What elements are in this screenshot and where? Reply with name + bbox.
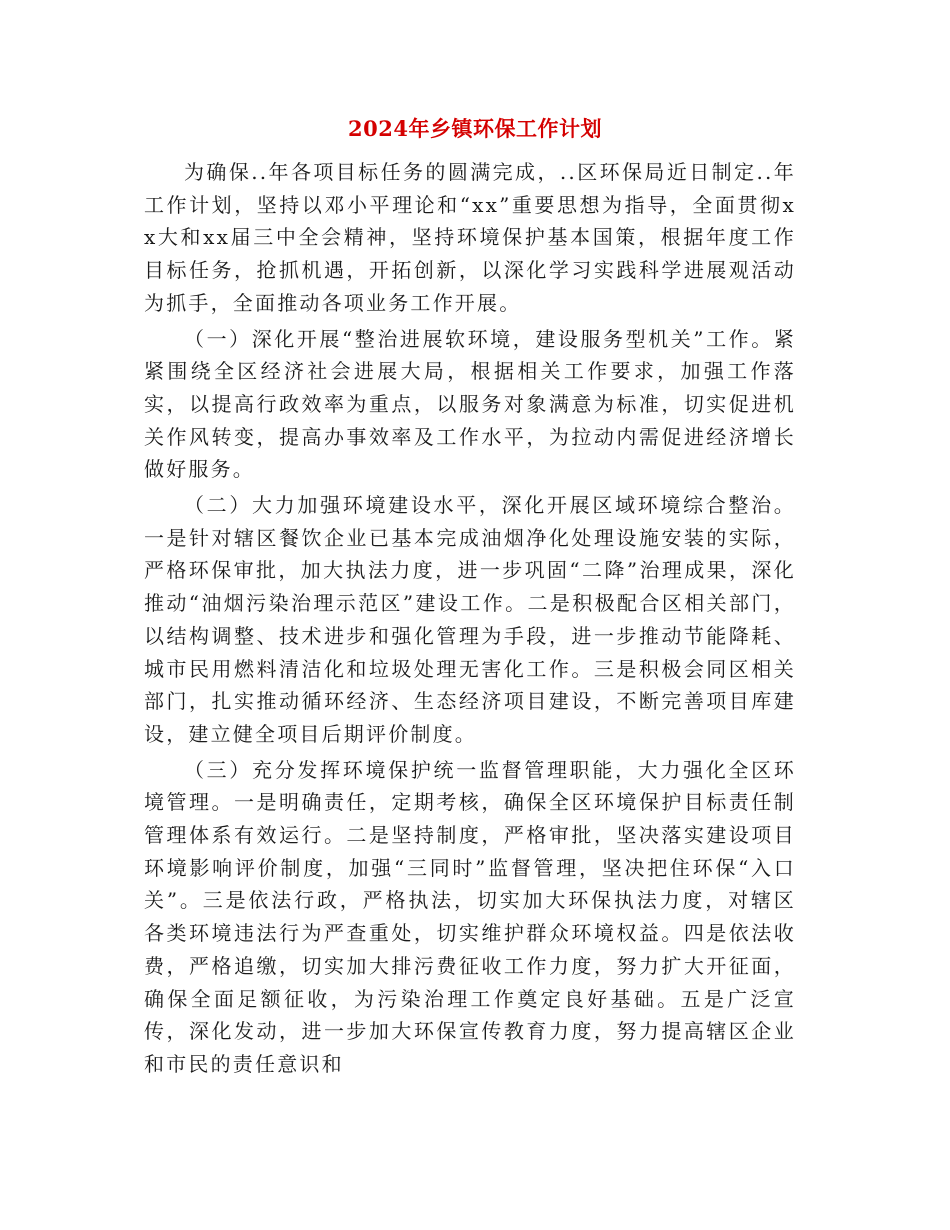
paragraph-section-1: （一）深化开展“整治进展软环境，建设服务型机关”工作。紧紧围绕全区经济社会进展大局，根据相关工作要求，加强工作落实，以提高行政效率为重点，以服务对象满意为标准，切实促进机关作风转变，提高办事效率及工作水平，为拉动内需促进经济增长做好服务。 [144,326,796,482]
document-body [144,156,796,1084]
document-title: 2024年乡镇环保工作计划 [348,116,602,141]
paragraph-section-2: （二）大力加强环境建设水平，深化开展区域环境综合整治。一是针对辖区餐饮企业已基本完成油烟净化处理设施安装的实际，严格环保审批，加大执法力度，进一步巩固“二降”治理成果，深化推动“油烟污染治理示范区”建设工作。二是积极配合区相关部门，以结构调整、技术进步和强化管理为手段，进一步推动节能降耗、城市民用燃料清洁化和垃圾处理无害化工作。三是积极会同区相关部门，扎实推动循环经济、生态经济项目建设，不断完善项目库建设，建立健全项目后期评价制度。 [144,493,796,746]
paragraph-section-3: （三）充分发挥环境保护统一监督管理职能，大力强化全区环境管理。一是明确责任，定期考核，确保全区环境保护目标责任制管理体系有效运行。二是坚持制度，严格审批，坚决落实建设项目环境影响评价制度，加强“三同时”监督管理，坚决把住环保“入口关”。三是依法行政，严格执法，切实加大环保执法力度，对辖区各类环境违法行为严查重处，切实维护群众环境权益。四是依法收费，严格追缴，切实加大排污费征收工作力度，努力扩大开征面，确保全面足额征收，为污染治理工作奠定良好基础。五是广泛宣传，深化发动，进一步加大环保宣传教育力度，努力提高辖区企业和市民的责任意识和 [144,757,796,1076]
paragraph-intro: 为确保..年各项目标任务的圆满完成，..区环保局近日制定..年工作计划，坚持以邓小平理论和“xx”重要思想为指导，全面贯彻xx大和xx届三中全会精神，坚持环境保护基本国策，根据年度工作目标任务，抢抓机遇，开拓创新，以深化学习实践科学进展观活动为抓手，全面推动各项业务工作开展。 [144,160,796,315]
